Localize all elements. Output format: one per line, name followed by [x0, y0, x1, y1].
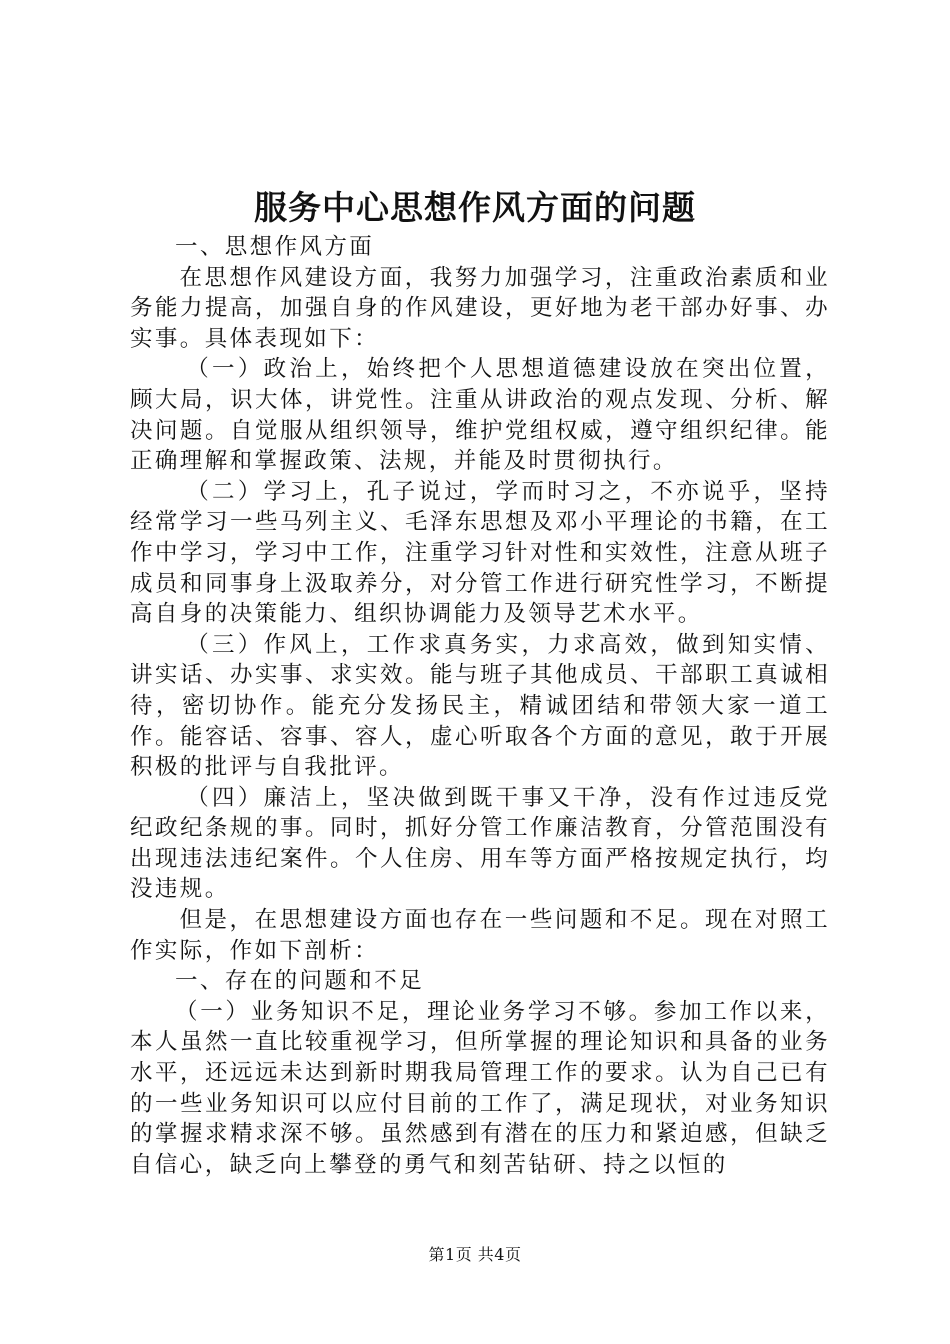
- paragraph: （三）作风上，工作求真务实，力求高效，做到知实情、讲实话、办实事、求实效。能与班子其他成员、干部职工真诚相待，密切协作。能充分发扬民主，精诚团结和带领大家一道工作。能容话、容事、容人，虚心听取各个方面的意见，敢于开展积极的批评与自我批评。: [130, 631, 830, 781]
- document-body: [130, 232, 830, 1180]
- paragraph: （二）学习上，孔子说过，学而时习之，不亦说乎，坚持经常学习一些马列主义、毛泽东思想及邓小平理论的书籍，在工作中学习，学习中工作，注重学习针对性和实效性，注意从班子成员和同事身上汲取养分，对分管工作进行研究性学习，不断提高自身的决策能力、组织协调能力及领导艺术水平。: [130, 478, 830, 628]
- paragraph: （四）廉洁上，坚决做到既干事又干净，没有作过违反党纪政纪条规的事。同时，抓好分管工作廉洁教育，分管范围没有出现违法违纪案件。个人住房、用车等方面严格按规定执行，均没违规。: [130, 784, 830, 903]
- document-title: 服务中心思想作风方面的问题: [254, 188, 696, 227]
- page-number-footer: 第1页 共4页: [428, 1245, 522, 1264]
- paragraph: （一）政治上，始终把个人思想道德建设放在突出位置，顾大局，识大体，讲党性。注重从讲政治的观点发现、分析、解决问题。自觉服从组织领导，维护党组权威，遵守组织纪律。能正确理解和掌握政策、法规，并能及时贯彻执行。: [130, 356, 830, 475]
- paragraph: 但是，在思想建设方面也存在一些问题和不足。现在对照工作实际，作如下剖析：: [130, 907, 830, 964]
- paragraph: （一）业务知识不足，理论业务学习不够。参加工作以来，本人虽然一直比较重视学习，但所掌握的理论知识和具备的业务水平，还远远未达到新时期我局管理工作的要求。认为自己已有的一些业务知识可以应付目前的工作了，满足现状，对业务知识的掌握求精求深不够。虽然感到有潜在的压力和紧迫感，但缺乏自信心，缺乏向上攀登的勇气和刻苦钻研、持之以恒的: [130, 998, 830, 1178]
- section-heading: 一、思想作风方面: [175, 234, 375, 260]
- section-heading: 一、存在的问题和不足: [175, 968, 425, 995]
- paragraph: 在思想作风建设方面，我努力加强学习，注重政治素质和业务能力提高，加强自身的作风建设，更好地为老干部办好事、办实事。具体表现如下：: [130, 264, 830, 352]
